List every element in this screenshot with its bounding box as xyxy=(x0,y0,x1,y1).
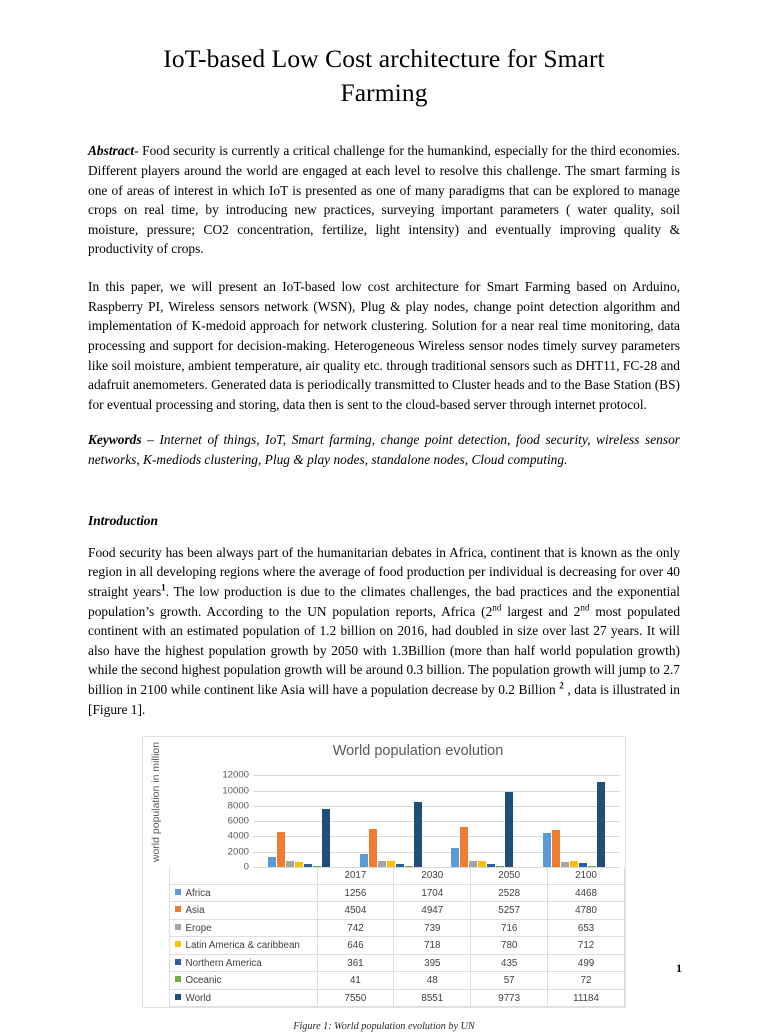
table-cell-latin-america-caribbean-2100: 712 xyxy=(548,937,625,955)
legend-swatch-icon xyxy=(175,941,181,947)
table-cell-erope-2030: 739 xyxy=(394,919,471,937)
legend-label: Asia xyxy=(185,905,205,917)
table-cell-northern-america-2017: 361 xyxy=(317,954,394,972)
abstract-label: Abstract xyxy=(88,143,135,159)
legend-entry-asia xyxy=(169,902,317,920)
y-axis-title-label: world population in million xyxy=(150,741,162,863)
table-cell-northern-america-2030: 395 xyxy=(394,954,471,972)
table-cell-asia-2050: 5257 xyxy=(471,902,548,920)
bar-africa-2050 xyxy=(451,848,459,867)
table-row-spacer xyxy=(143,989,169,1007)
table-corner-spacer xyxy=(143,867,169,885)
plot-area xyxy=(222,769,620,873)
y-axis-title xyxy=(143,737,169,867)
table-row-spacer xyxy=(143,937,169,955)
introduction-paragraph xyxy=(88,543,680,720)
table-cell-africa-2100: 4468 xyxy=(548,884,625,902)
paragraph-two: In this paper, we will present an IoT-based low cost architecture for Smart Farming based on Arduino, Raspberry PI, Wireless sensors network (WSN), Plug & play nodes, change point detection algorithm and implementation of K-medoid approach for network clustering. Solution for a near real time monitoring, data processing and support for decision-making. Heterogeneous Wireless sensor nodes timely survey parameters like soil moisture, ambient temperature, air quality etc. through traditional sensors such as DHT11, FC-28 and adafruit anemometers. Generated data is periodically transmitted to Cluster heads and to the Base Station (BS) for eventual processing and storing, data then is sent to the cloud-based server through internet protocol. xyxy=(88,279,680,412)
bar-latin-america-caribbean-2100 xyxy=(570,861,578,866)
bar-africa-2017 xyxy=(268,857,276,867)
intro-part-5: , data is illustrated in [Figure 1]. xyxy=(88,682,680,717)
gridline xyxy=(253,867,620,868)
y-tick-6000: 6000 xyxy=(227,815,249,827)
bar-group-2100 xyxy=(528,775,620,867)
table-row xyxy=(143,902,625,920)
y-tick-10000: 10000 xyxy=(222,785,249,797)
figure-1 xyxy=(88,736,680,1032)
table-cell-erope-2017: 742 xyxy=(317,919,394,937)
legend-label: Erope xyxy=(185,922,212,934)
y-tick-0: 0 xyxy=(243,861,249,873)
intro-ordinal-1: nd xyxy=(492,602,502,613)
page-title: IoT-based Low Cost architecture for Smart Farming xyxy=(163,44,605,107)
legend-entry-erope xyxy=(169,919,317,937)
table-row-spacer xyxy=(143,902,169,920)
legend-entry-northern-america xyxy=(169,954,317,972)
abstract-separator: - xyxy=(134,143,143,159)
intro-part-2: . The low production is due to the climates challenges, the bad practices and the exponential population’s growth. According to the UN population reports, Africa (2 xyxy=(88,583,680,619)
table-cell-asia-2017: 4504 xyxy=(317,902,394,920)
bar-asia-2100 xyxy=(552,830,560,866)
table-cell-northern-america-2100: 499 xyxy=(548,954,625,972)
table-cell-oceanic-2100: 72 xyxy=(548,972,625,990)
legend-swatch-icon xyxy=(175,959,181,965)
abstract-paragraph xyxy=(88,141,680,259)
bar-latin-america-caribbean-2050 xyxy=(478,861,486,867)
bar-asia-2050 xyxy=(460,827,468,867)
intro-footnote-ref-1: 1 xyxy=(161,582,166,593)
legend-swatch-icon xyxy=(175,976,181,982)
table-cell-northern-america-2050: 435 xyxy=(471,954,548,972)
keywords-section xyxy=(88,430,680,469)
y-tick-8000: 8000 xyxy=(227,800,249,812)
bar-erope-2100 xyxy=(561,862,569,867)
bar-series-group xyxy=(253,775,620,867)
intro-part-1: Food security has been always part of the humanitarian debates in Africa, continent that is known as the only region in all developing regions where the average of food production per individual is decreasing for over 40 straight years xyxy=(88,544,680,599)
table-cell-africa-2017: 1256 xyxy=(317,884,394,902)
bar-world-2017 xyxy=(322,809,330,867)
bar-latin-america-caribbean-2017 xyxy=(295,862,303,867)
abstract-text: Food security is currently a critical challenge for the humankind, especially for the third economies. Different players around the world are engaged at each level to resolve this challenge. The smart farming is one of areas of interest in which IoT is presented as one of many paradigms that can be explored to manage crops on real time, by introducing new practices, surveying important parameters ( water quality, soil moisture, pressure; CO2 concentration, fertilize, light intensity) and eventually improving quality & productivity of crops. xyxy=(88,143,680,257)
table-row xyxy=(143,954,625,972)
table-column-header-2050: 2050 xyxy=(471,867,548,885)
y-axis-tick-labels xyxy=(205,769,249,873)
table-cell-oceanic-2030: 48 xyxy=(394,972,471,990)
chart-title: World population evolution xyxy=(332,743,504,760)
bar-oceanic-2050 xyxy=(496,866,504,867)
bar-world-2050 xyxy=(505,792,513,867)
bar-erope-2030 xyxy=(378,861,386,867)
table-row-spacer xyxy=(143,884,169,902)
bar-oceanic-2030 xyxy=(405,866,413,867)
chart-container xyxy=(142,736,626,1008)
bar-world-2100 xyxy=(597,782,605,867)
table-header-row xyxy=(143,867,625,885)
table-cell-erope-2100: 653 xyxy=(548,919,625,937)
table-cell-world-2100: 11184 xyxy=(548,989,625,1007)
legend-swatch-icon xyxy=(175,906,181,912)
keywords-text: Internet of things, IoT, Smart farming, change point detection, food security, wireless sensor networks, K-mediods clustering, Plug & play nodes, standalone nodes, Cloud computing. xyxy=(88,432,680,468)
bar-northern-america-2017 xyxy=(304,864,312,867)
bar-group-2030 xyxy=(345,775,437,867)
legend-entry-world xyxy=(169,989,317,1007)
y-tick-12000: 12000 xyxy=(222,769,249,781)
bar-oceanic-2017 xyxy=(313,866,321,867)
table-cell-africa-2030: 1704 xyxy=(394,884,471,902)
legend-label: Oceanic xyxy=(185,975,222,987)
table-column-header-2100: 2100 xyxy=(548,867,625,885)
bar-erope-2017 xyxy=(286,861,294,867)
keywords-paragraph xyxy=(88,430,680,469)
introduction-heading: Introduction xyxy=(88,512,158,528)
legend-swatch-icon xyxy=(175,889,181,895)
legend-entry-latin-america-caribbean xyxy=(169,937,317,955)
intro-ordinal-2: nd xyxy=(580,602,590,613)
table-cell-africa-2050: 2528 xyxy=(471,884,548,902)
y-tick-2000: 2000 xyxy=(227,846,249,858)
bar-group-2017 xyxy=(253,775,345,867)
table-row xyxy=(143,989,625,1007)
abstract-section xyxy=(88,141,680,259)
legend-entry-africa xyxy=(169,884,317,902)
page-number: 1 xyxy=(676,961,682,975)
table-cell-world-2050: 9773 xyxy=(471,989,548,1007)
intro-part-3: largest and 2 xyxy=(501,603,581,619)
legend-label: Northern America xyxy=(185,957,262,969)
table-cell-latin-america-caribbean-2030: 718 xyxy=(394,937,471,955)
keywords-label: Keywords xyxy=(88,432,142,448)
bar-oceanic-2100 xyxy=(588,866,596,867)
bar-latin-america-caribbean-2030 xyxy=(387,861,395,866)
legend-label: Latin America & caribbean xyxy=(185,940,300,952)
intro-footnote-ref-2: 2 xyxy=(559,680,564,691)
table-row xyxy=(143,919,625,937)
bar-world-2030 xyxy=(414,802,422,867)
table-row xyxy=(143,884,625,902)
bar-northern-america-2050 xyxy=(487,864,495,867)
legend-swatch-icon xyxy=(175,924,181,930)
table-cell-world-2030: 8551 xyxy=(394,989,471,1007)
table-row xyxy=(143,937,625,955)
table-cell-asia-2100: 4780 xyxy=(548,902,625,920)
table-cell-oceanic-2050: 57 xyxy=(471,972,548,990)
table-cell-latin-america-caribbean-2017: 646 xyxy=(317,937,394,955)
legend-swatch-icon xyxy=(175,994,181,1000)
table-cell-latin-america-caribbean-2050: 780 xyxy=(471,937,548,955)
bar-africa-2030 xyxy=(360,854,368,867)
document-content xyxy=(0,141,768,1032)
bar-group-2050 xyxy=(437,775,529,867)
intro-part-4: most populated continent with an estimated population of 1.2 billion on 2016, had doubled in size over last 27 years. It will also have the highest population growth by 2050 with 1.3Billion (more than half world population growth) while the second highest population growth will be around 0.3 billion. The population growth will jump to 2.7 billion in 2100 while continent like Asia will have a population decrease by 0.2 Billion xyxy=(88,603,681,698)
chart-plot-region xyxy=(143,737,625,873)
bar-northern-america-2030 xyxy=(396,864,404,867)
chart-main-area xyxy=(169,737,625,873)
table-column-header-2030: 2030 xyxy=(394,867,471,885)
keywords-separator: – xyxy=(141,432,160,448)
table-cell-world-2017: 7550 xyxy=(317,989,394,1007)
legend-label: Africa xyxy=(185,887,211,899)
table-cell-asia-2030: 4947 xyxy=(394,902,471,920)
table-column-header-2017: 2017 xyxy=(317,867,394,885)
chart-data-table xyxy=(143,867,625,1008)
table-row-spacer xyxy=(143,972,169,990)
figure-caption: Figure 1: World population evolution by UN xyxy=(293,1021,475,1032)
table-cell-oceanic-2017: 41 xyxy=(317,972,394,990)
y-tick-4000: 4000 xyxy=(227,830,249,842)
bar-erope-2050 xyxy=(469,861,477,866)
table-cell-erope-2050: 716 xyxy=(471,919,548,937)
table-row xyxy=(143,972,625,990)
bar-asia-2017 xyxy=(277,832,285,866)
bar-northern-america-2100 xyxy=(579,863,587,867)
bar-asia-2030 xyxy=(369,829,377,867)
legend-entry-oceanic xyxy=(169,972,317,990)
bar-africa-2100 xyxy=(543,833,551,867)
table-row-spacer xyxy=(143,954,169,972)
legend-label: World xyxy=(185,992,211,1004)
table-row-spacer xyxy=(143,919,169,937)
